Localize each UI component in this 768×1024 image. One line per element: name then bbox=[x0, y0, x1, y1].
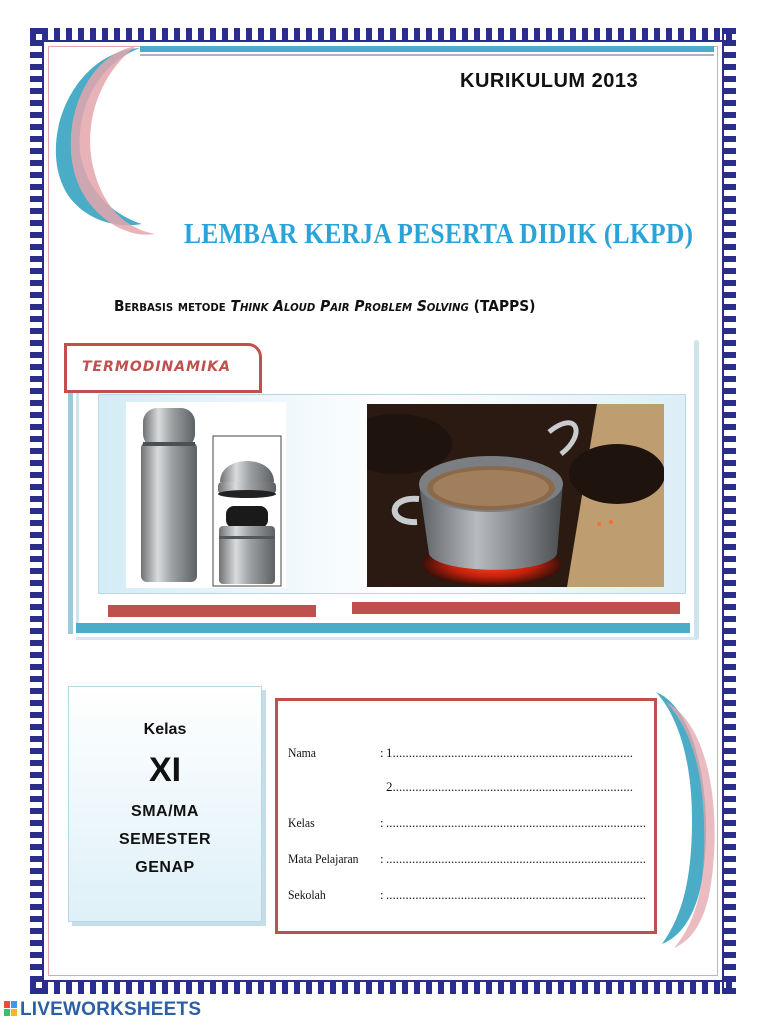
boiling-pot-image bbox=[367, 404, 664, 587]
class-colon: : bbox=[380, 815, 384, 830]
subtitle-method: Think Aloud Pair Problem Solving bbox=[230, 297, 469, 315]
class-grade: XI bbox=[148, 751, 182, 789]
accent-bar-blue bbox=[76, 623, 690, 633]
class-info-box bbox=[68, 686, 262, 922]
thermos-illustration bbox=[126, 402, 286, 588]
school-label: Sekolah bbox=[288, 887, 326, 902]
subtitle-prefix: Berbasis metode bbox=[114, 297, 226, 315]
accent-bar-left bbox=[108, 605, 316, 617]
right-swoosh-decoration bbox=[652, 690, 724, 950]
subject-colon: : bbox=[380, 851, 384, 866]
thermos-image bbox=[126, 402, 286, 588]
subtitle-suffix: (TAPPS) bbox=[473, 297, 536, 315]
topic-label: TERMODINAMIKA bbox=[82, 359, 231, 375]
name-field-1[interactable]: 1.......................................................................... bbox=[386, 745, 633, 760]
method-subtitle bbox=[114, 297, 535, 315]
curriculum-label: KURIKULUM 2013 bbox=[460, 70, 639, 92]
boiling-pot-illustration bbox=[367, 404, 664, 587]
school-field[interactable]: ................................................................................ bbox=[386, 887, 646, 902]
right-post-decoration bbox=[694, 340, 699, 640]
border-right bbox=[724, 28, 736, 994]
liveworksheets-watermark[interactable]: LIVEWORKSHEETS bbox=[20, 999, 202, 1020]
class-field[interactable]: ................................................................................ bbox=[386, 815, 646, 830]
top-swoosh-decoration bbox=[40, 38, 720, 238]
accent-bar-shadow bbox=[76, 637, 696, 640]
name-field-2[interactable]: 2.......................................................................... bbox=[386, 779, 633, 794]
left-post-decoration bbox=[68, 362, 73, 634]
liveworksheets-logo-icon bbox=[4, 1001, 18, 1017]
subject-field[interactable]: ................................................................................ bbox=[386, 851, 646, 866]
class-label: Kelas bbox=[143, 721, 187, 738]
accent-bar-right bbox=[352, 602, 680, 614]
border-bottom bbox=[30, 982, 736, 994]
name-label: Nama bbox=[288, 745, 316, 760]
school-colon: : bbox=[380, 887, 384, 902]
class-field-label: Kelas bbox=[288, 815, 315, 830]
left-post-decoration-2 bbox=[76, 390, 79, 630]
worksheet-title: LEMBAR KERJA PESERTA DIDIK (LKPD) bbox=[184, 218, 694, 250]
identity-form bbox=[275, 698, 657, 934]
semester-value: GENAP bbox=[135, 859, 195, 876]
school-level: SMA/MA bbox=[131, 803, 199, 820]
name-colon: : bbox=[380, 745, 384, 760]
semester-label: SEMESTER bbox=[118, 831, 211, 848]
subject-label: Mata Pelajaran bbox=[288, 851, 359, 866]
